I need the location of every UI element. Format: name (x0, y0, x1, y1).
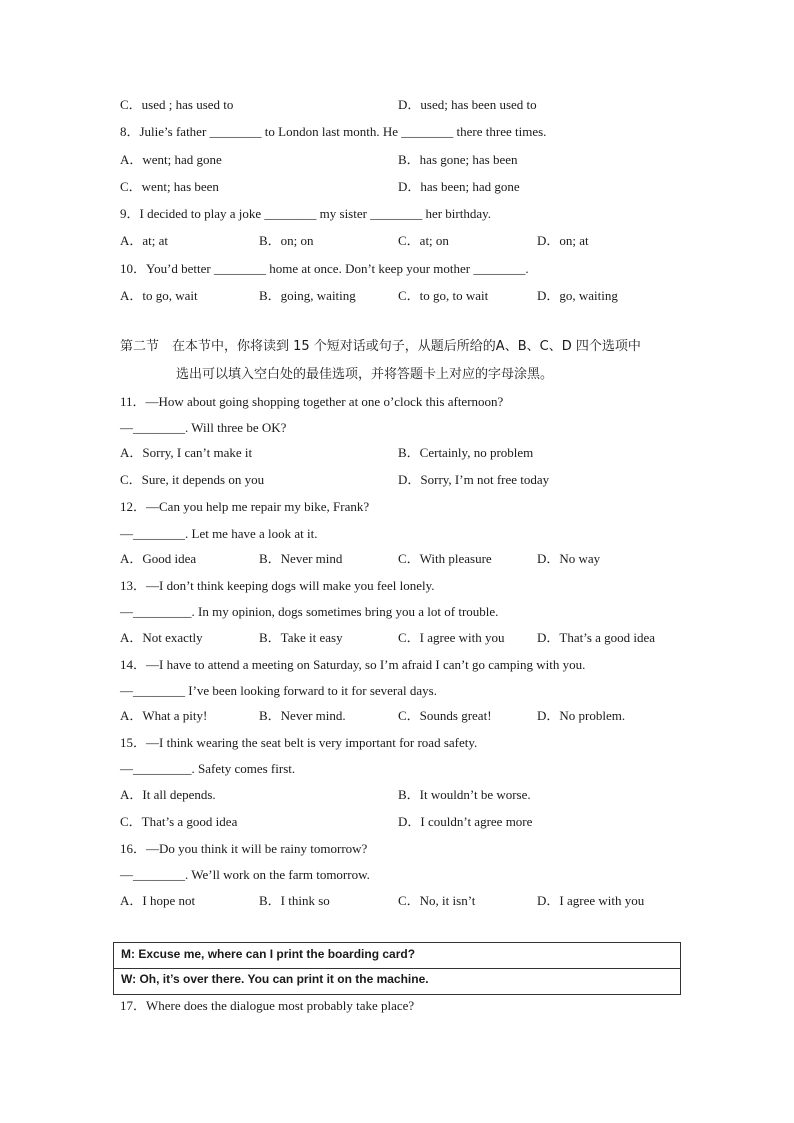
q16-reply: —________. We’ll work on the farm tomorrow. (120, 867, 370, 882)
q11-stem: 11．—How about going shopping together at one o’clock this afternoon? (120, 394, 504, 409)
q14-reply: —________ I’ve been looking forward to it for several days. (120, 683, 437, 698)
dialogue-line-w: W: Oh, it’s over there. You can print it on the machine. (121, 972, 429, 986)
q15-reply: —_________. Safety comes first. (120, 761, 296, 776)
q8-option-b: B．has gone; has been (398, 152, 518, 167)
q10-option-c: C．to go, to wait (398, 288, 489, 303)
q12-reply: —________. Let me have a look at it. (120, 526, 318, 541)
q16-option-c: C．No, it isn’t (398, 893, 476, 908)
q8-option-c: C．went; has been (120, 179, 219, 194)
q14-option-a: A．What a pity! (120, 708, 208, 723)
q17-stem: 17．Where does the dialogue most probably take place? (120, 998, 415, 1013)
q13-option-c: C．I agree with you (398, 630, 505, 645)
section-2-heading: 第二节 在本节中，你将读到 15 个短对话或句子，从题后所给的A、B、C、D 四个选项中 (120, 339, 641, 354)
q16-option-d: D．I agree with you (537, 893, 645, 908)
q16-stem: 16．—Do you think it will be rainy tomorrow? (120, 841, 368, 856)
q12-stem: 12．—Can you help me repair my bike, Frank? (120, 499, 370, 514)
q13-reply: —_________. In my opinion, dogs sometimes bring you a lot of trouble. (120, 604, 499, 619)
q9-option-d: D．on; at (537, 233, 589, 248)
q11-option-a: A．Sorry, I can’t make it (120, 445, 253, 460)
q10-option-d: D．go, waiting (537, 288, 618, 303)
q11-option-d: D．Sorry, I’m not free today (398, 472, 550, 487)
q12-option-b: B．Never mind (259, 551, 343, 566)
q14-option-c: C．Sounds great! (398, 708, 492, 723)
q12-option-a: A．Good idea (120, 551, 197, 566)
q15-option-b: B．It wouldn’t be worse. (398, 787, 531, 802)
q9-stem: 9．I decided to play a joke ________ my sister ________ her birthday. (120, 206, 492, 221)
q10-option-b: B．going, waiting (259, 288, 356, 303)
q8-option-a: A．went; had gone (120, 152, 222, 167)
q13-option-a: A．Not exactly (120, 630, 203, 645)
dialogue-box (113, 942, 681, 995)
q8-stem: 8．Julie’s father ________ to London last month. He ________ there three times. (120, 124, 547, 139)
q15-option-c: C．That’s a good idea (120, 814, 238, 829)
q11-reply: —________. Will three be OK? (120, 420, 287, 435)
q15-option-d: D．I couldn’t agree more (398, 814, 533, 829)
q9-option-a: A．at; at (120, 233, 169, 248)
q12-option-c: C．With pleasure (398, 551, 492, 566)
dialogue-divider (114, 968, 680, 969)
q9-option-b: B．on; on (259, 233, 314, 248)
q8-option-d: D．has been; had gone (398, 179, 520, 194)
q11-option-c: C．Sure, it depends on you (120, 472, 265, 487)
q16-option-b: B．I think so (259, 893, 330, 908)
q12-option-d: D．No way (537, 551, 601, 566)
q10-option-a: A．to go, wait (120, 288, 198, 303)
section-2-instructions: 选出可以填入空白处的最佳选项，并将答题卡上对应的字母涂黑。 (176, 367, 554, 382)
q13-option-d: D．That’s a good idea (537, 630, 656, 645)
q13-stem: 13．—I don’t think keeping dogs will make you feel lonely. (120, 578, 435, 593)
q7-option-d: D．used; has been used to (398, 97, 537, 112)
dialogue-line-m: M: Excuse me, where can I print the boarding card? (121, 947, 416, 961)
q7-option-c: C．used ; has used to (120, 97, 234, 112)
q13-option-b: B．Take it easy (259, 630, 343, 645)
q15-stem: 15．—I think wearing the seat belt is very important for road safety. (120, 735, 478, 750)
q15-option-a: A．It all depends. (120, 787, 216, 802)
q11-option-b: B．Certainly, no problem (398, 445, 534, 460)
q14-stem: 14．—I have to attend a meeting on Saturday, so I’m afraid I can’t go camping with you. (120, 657, 586, 672)
q14-option-d: D．No problem. (537, 708, 626, 723)
q9-option-c: C．at; on (398, 233, 449, 248)
q16-option-a: A．I hope not (120, 893, 196, 908)
q10-stem: 10．You’d better ________ home at once. Don’t keep your mother ________. (120, 261, 529, 276)
q14-option-b: B．Never mind. (259, 708, 346, 723)
